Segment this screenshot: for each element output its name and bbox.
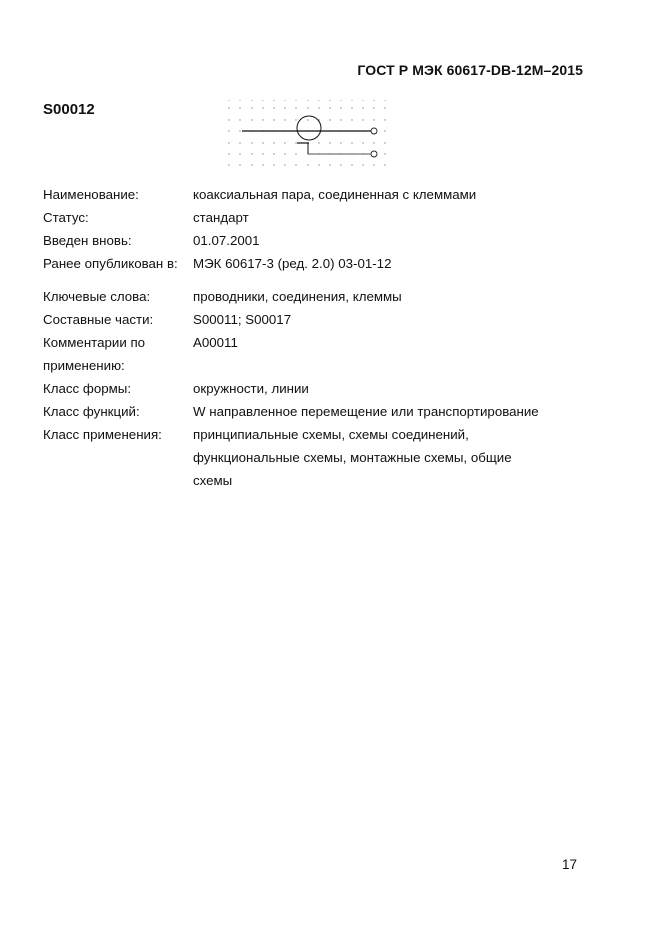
property-row-components <box>43 308 603 331</box>
property-row-status <box>43 206 603 229</box>
coaxial-pair-terminals-symbol-icon <box>222 100 392 175</box>
symbol-properties <box>43 183 603 492</box>
property-value: 01.07.2001 <box>193 233 260 248</box>
property-row-function-class <box>43 400 603 423</box>
property-value: принципиальные схемы, схемы соединений, функциональные схемы, монтажные схемы, общие схемы <box>193 427 512 488</box>
property-value: окружности, линии <box>193 381 309 396</box>
property-label: Введен вновь: <box>43 233 132 248</box>
property-label: Класс формы: <box>43 381 132 396</box>
property-value: S00011; S00017 <box>193 312 292 327</box>
property-row-application-class <box>43 423 603 492</box>
property-label: Ключевые слова: <box>43 289 151 304</box>
property-label: Статус: <box>43 210 89 225</box>
property-label: Комментарии по применению: <box>43 335 146 373</box>
standard-designation: ГОСТ Р МЭК 60617-DB-12M–2015 <box>357 62 583 78</box>
property-row-introduced <box>43 229 603 252</box>
property-label: Класс применения: <box>43 427 162 442</box>
property-value: коаксиальная пара, соединенная с клеммами <box>193 187 477 202</box>
property-label: Составные части: <box>43 312 154 327</box>
property-row-application-notes <box>43 331 603 377</box>
property-row-name <box>43 183 603 206</box>
property-row-previously-published <box>43 252 603 275</box>
page-number: 17 <box>561 857 577 872</box>
property-value: стандарт <box>193 210 249 225</box>
property-value: МЭК 60617-3 (ред. 2.0) 03-01-12 <box>193 256 392 271</box>
property-value: W направленное перемещение или транспортирование <box>193 404 539 419</box>
property-label: Класс функций: <box>43 404 140 419</box>
property-value: A00011 <box>193 335 238 350</box>
property-value: проводники, соединения, клеммы <box>193 289 402 304</box>
property-row-shape-class <box>43 377 603 400</box>
property-label: Наименование: <box>43 187 139 202</box>
property-label: Ранее опубликован в: <box>43 256 178 271</box>
property-row-keywords <box>43 285 603 308</box>
grid-dots <box>228 100 385 166</box>
symbol-id: S00012 <box>43 101 95 118</box>
